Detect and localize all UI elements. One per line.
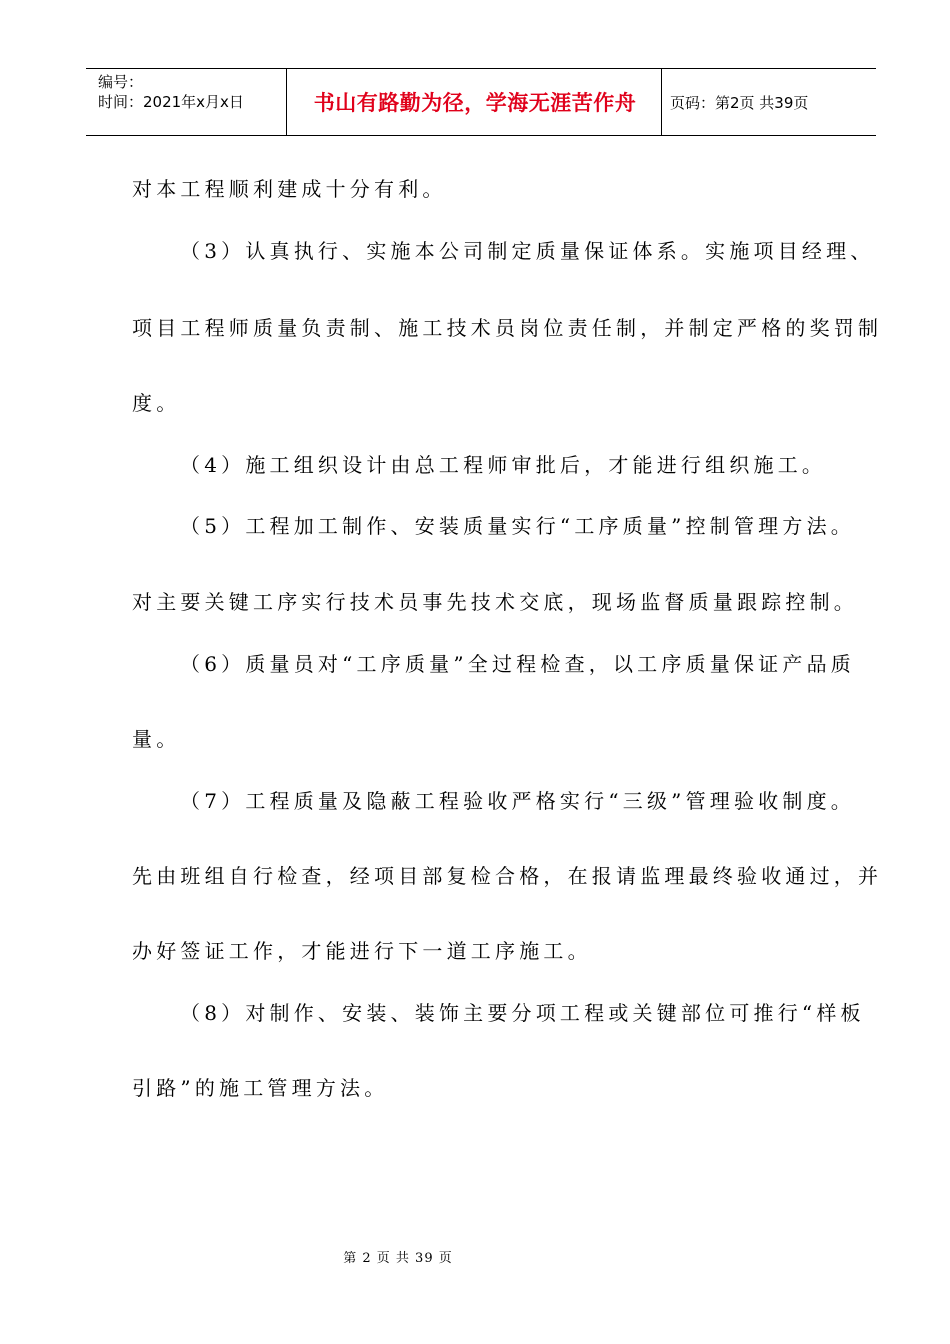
page-footer: 第 2 页 共 39 页 (343, 1251, 453, 1266)
body-line: （8）对制作、安装、装饰主要分项工程或关键部位可推行“样板 (180, 1001, 865, 1025)
body-line: （5）工程加工制作、安装质量实行“工序质量”控制管理方法。 (180, 514, 855, 538)
body-line: 对主要关键工序实行技术员事先技术交底，现场监督质量跟踪控制。 (132, 590, 858, 614)
body-line: （6）质量员对“工序质量”全过程检查，以工序质量保证产品质 (180, 652, 855, 676)
body-line: 量。 (132, 727, 181, 751)
body-line: （7）工程质量及隐蔽工程验收严格实行“三级”管理验收制度。 (180, 789, 855, 813)
body-line: 先由班组自行检查，经项目部复检合格，在报请监理最终验收通过，并 (132, 864, 883, 888)
header-meta (98, 72, 286, 112)
body-line: 引路”的施工管理方法。 (132, 1076, 389, 1100)
header-divider (286, 69, 287, 135)
time-label: 时间：2021年x月x日 (98, 93, 244, 111)
header-page-info: 页码：第2页 共39页 (670, 93, 809, 112)
body-line: 对本工程顺利建成十分有利。 (132, 177, 447, 201)
body-line: 办好签证工作，才能进行下一道工序施工。 (132, 939, 592, 963)
header-divider (661, 69, 662, 135)
header-motto: 书山有路勤为径，学海无涯苦作舟 (313, 91, 637, 115)
body-line: 度。 (132, 391, 181, 415)
body-line: （4）施工组织设计由总工程师审批后，才能进行组织施工。 (180, 453, 827, 477)
body-line: 项目工程师质量负责制、施工技术员岗位责任制，并制定严格的奖罚制 (132, 316, 883, 340)
number-label: 编号： (98, 73, 144, 91)
document-header (86, 68, 876, 136)
body-line: （3）认真执行、实施本公司制定质量保证体系。实施项目经理、 (180, 239, 875, 263)
